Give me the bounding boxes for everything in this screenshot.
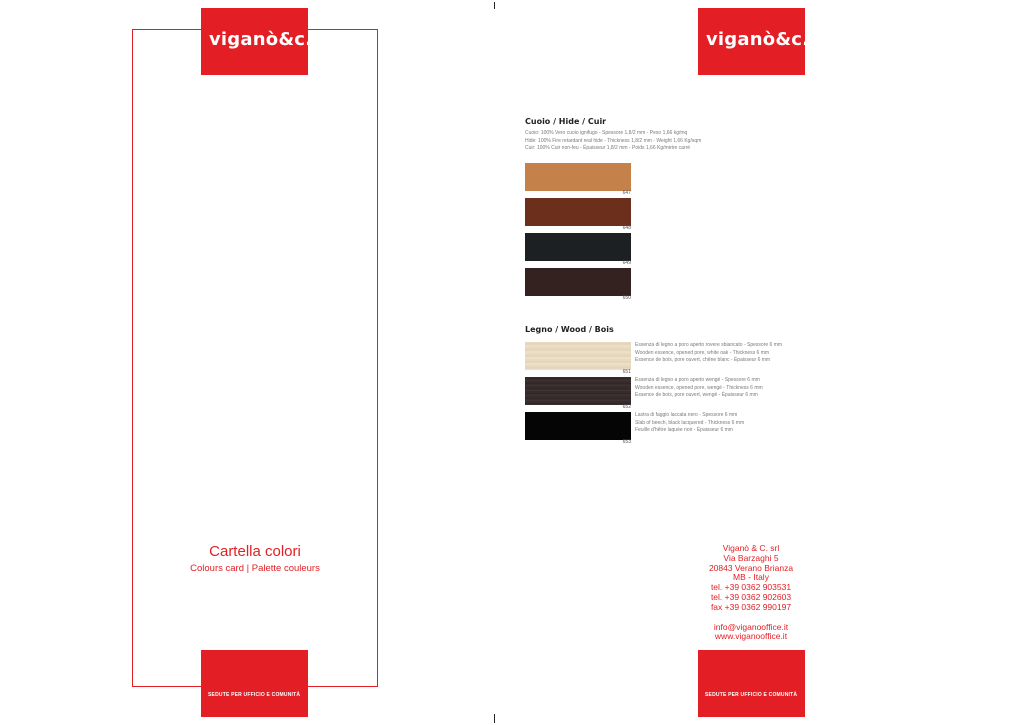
contact-tel-1: tel. +39 0362 903531	[710, 582, 792, 593]
wood-652-description	[635, 377, 763, 400]
leather-code-649: 649	[622, 260, 631, 266]
wood-swatch-653	[525, 412, 631, 440]
leather-section-title: Cuoio / Hide / Cuir	[525, 117, 607, 126]
tagline-box-left	[201, 650, 308, 717]
leather-code-650: 650	[622, 295, 631, 301]
wood-651-desc-it: Essenza di legno a poro aperto rovere sbiancato - Spessore 6 mm	[635, 342, 783, 348]
brand-logo-right: viganò&c.	[706, 29, 810, 50]
leather-description	[525, 130, 701, 153]
contact-street: Via Barzaghi 5	[723, 552, 779, 563]
leather-swatch-649	[525, 233, 631, 261]
wood-652-desc-fr: Essence de bois, pore ouvert, wengé - Épaisseur 6 mm	[635, 392, 758, 398]
wood-652-desc-en: Wooden essence, opened pore, wengé - Thickness 6 mm	[635, 384, 763, 391]
wood-code-653: 653	[622, 439, 631, 445]
leather-desc-it: Cuoio: 100% Vero cuoio ignifugo - Spessore 1,8/2 mm - Peso 1,66 kg/mq	[525, 130, 688, 136]
wood-swatch-651	[525, 342, 631, 370]
wood-653-description	[635, 412, 744, 435]
wood-swatch-652	[525, 377, 631, 405]
leather-code-648: 648	[622, 225, 631, 231]
contact-region: MB - Italy	[733, 572, 769, 583]
contact-fax: fax +39 0362 990197	[710, 601, 792, 612]
leather-desc-en: Hide: 100% Fire retardant real hide - Thickness 1,8/2 mm - Weight 1,66 Kg/sqm	[525, 137, 702, 144]
logo-box-right	[698, 8, 810, 75]
leather-swatch-648	[525, 198, 631, 226]
contact-website: www.viganooffice.it	[714, 631, 788, 642]
brand-tagline-left: SEDUTE PER UFFICIO E COMUNITÀ	[208, 692, 301, 698]
contact-company: Viganò & C. srl	[722, 543, 780, 553]
contact-tel-2: tel. +39 0362 902603	[710, 591, 792, 602]
leather-swatch-647	[525, 163, 631, 191]
contact-block	[681, 544, 821, 642]
leather-desc-fr: Cuir: 100% Cuir non-feu - Épaisseur 1,8/2 mm - Poids 1,66 Kg/mètre carré	[525, 145, 691, 151]
wood-653-desc-en: Slab of beech, black lacquered - Thickness 6 mm	[635, 419, 745, 426]
cover-frame	[132, 29, 378, 687]
wood-section-title: Legno / Wood / Bois	[525, 325, 614, 334]
cover-subtitle: Colours card | Palette couleurs	[190, 563, 320, 574]
wood-653-desc-fr: Feuille d'hêtre laquée noir - Épaisseur 6 mm	[635, 427, 733, 433]
leather-swatch-650	[525, 268, 631, 296]
wood-651-description	[635, 342, 782, 365]
wood-652-desc-it: Essenza di legno a poro aperto wengé - Spessore 6 mm	[635, 377, 760, 383]
crop-mark-top	[494, 2, 495, 9]
wood-code-652: 652	[622, 404, 631, 410]
brand-logo-left: viganò&c.	[209, 29, 313, 50]
tagline-box-right	[698, 650, 805, 717]
brand-tagline-right: SEDUTE PER UFFICIO E COMUNITÀ	[705, 692, 798, 698]
contact-email: info@viganooffice.it	[713, 621, 789, 632]
cover-title: Cartella colori	[209, 543, 301, 560]
crop-mark-bottom	[494, 714, 495, 723]
contact-city: 20843 Verano Brianza	[708, 562, 794, 573]
leather-code-647: 647	[622, 190, 631, 196]
wood-651-desc-en: Wooden essence, opened pore, white oak - Thickness 6 mm	[635, 349, 770, 356]
wood-651-desc-fr: Essence de bois, pore ouvert, chêne blanc - Épaisseur 6 mm	[635, 357, 771, 363]
wood-653-desc-it: Lastra di faggio laccata nero - Spessore 6 mm	[635, 412, 738, 418]
wood-code-651: 651	[622, 369, 631, 375]
